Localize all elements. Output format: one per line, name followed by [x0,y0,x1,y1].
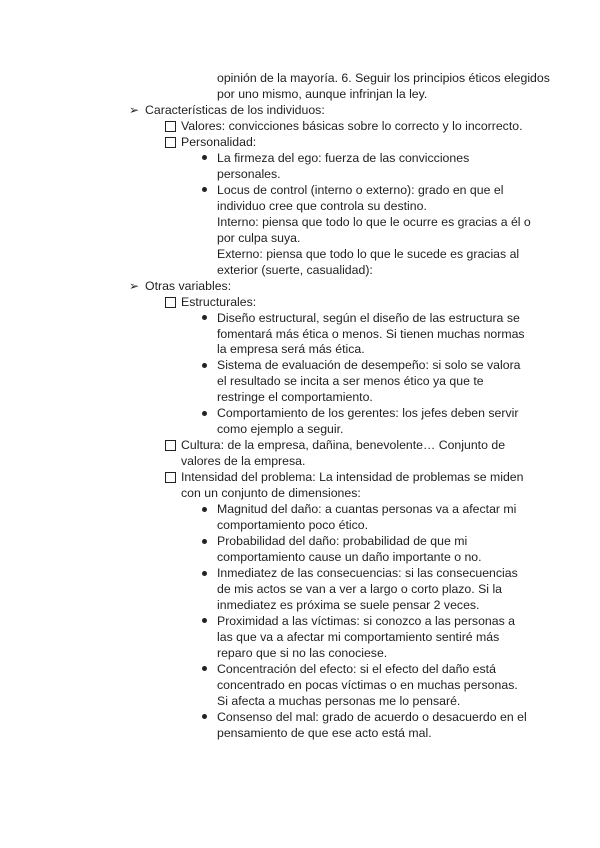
text-line: Sistema de evaluación de desempeño: si solo se valora [217,358,521,373]
text-line: por uno mismo, aunque infrinjan la ley. [217,86,428,101]
text-line: Magnitud del daño: a cuantas personas va a afectar mi [217,502,517,517]
text-line: fomentará más ética o menos. Si tienen muchas normas [217,326,525,341]
text-line: como ejemplo a seguir. [217,422,344,437]
text-line: Cultura: de la empresa, dañina, benevolente… Conjunto de [181,438,506,453]
text-line: por culpa suya. [217,230,301,245]
text-line: pensamiento de que ese acto está mal. [217,725,432,740]
text-line: comportamiento cause un daño importante o no. [217,550,482,565]
text-line: Si afecta a muchas personas me lo pensaré. [217,693,461,708]
text-line: inmediatez es próxima se suele pensar 2 veces. [217,598,480,612]
checkbox-bullet-icon [165,472,176,483]
text-line: Consenso del mal: grado de acuerdo o desacuerdo en el [217,709,527,724]
disc-bullet-icon [202,571,207,576]
text-line: concentrado en pocas víctimas o en muchas personas. [217,677,518,692]
text-line: valores de la empresa. [181,454,306,469]
text-line: Proximidad a las víctimas: si conozco a las personas a [217,613,515,628]
text-line: Interno: piensa que todo lo que le ocurre es gracias a él o [217,214,531,229]
text-line: Estructurales: [181,294,257,309]
text-line: comportamiento poco ético. [217,518,369,533]
text-line: Diseño estructural, según el diseño de las estructura se [217,310,520,325]
text-line: Personalidad: [181,134,257,149]
text-line: las que va a afectar mi comportamiento sentiré más [217,629,500,644]
disc-bullet-icon [202,714,207,719]
disc-bullet-icon [202,618,207,623]
arrow-bullet-icon: ➢ [129,278,140,293]
text-line: Probabilidad del daño: probabilidad de que mi [217,534,468,549]
checkbox-bullet-icon [165,297,176,308]
text-line: personales. [217,166,281,181]
arrow-bullet-icon: ➢ [129,102,140,117]
text-line: el resultado se incita a ser menos ético ya que te [217,374,484,389]
disc-bullet-icon [202,155,207,160]
checkbox-bullet-icon [165,440,176,451]
text-line: Comportamiento de los gerentes: los jefes deben servir [217,406,519,421]
text-line: reparo que si no las conociese. [217,645,388,660]
text-line: Externo: piensa que todo lo que le sucede es gracias al [217,246,520,261]
text-line: Inmediatez de las consecuencias: si las consecuencias [217,566,518,581]
disc-bullet-icon [202,315,207,320]
text-line: individuo cree que controla su destino. [217,198,427,213]
text-line: Locus de control (interno o externo): grado en que el [217,182,504,197]
disc-bullet-icon [202,539,207,544]
text-line: restringe el comportamiento. [217,390,373,405]
text-line: con un conjunto de dimensiones: [181,486,361,501]
text-line: Otras variables: [145,278,232,293]
text-line: Intensidad del problema: La intensidad de problemas se miden [181,470,524,485]
text-line: exterior (suerte, casualidad): [217,262,373,277]
checkbox-bullet-icon [165,121,176,132]
checkbox-bullet-icon [165,137,176,148]
disc-bullet-icon [202,411,207,416]
disc-bullet-icon [202,187,207,192]
text-line: Concentración del efecto: si el efecto del daño está [217,661,496,676]
text-line: Valores: convicciones básicas sobre lo correcto y lo incorrecto. [181,118,523,133]
text-line: Características de los individuos: [145,102,325,117]
disc-bullet-icon [202,507,207,512]
disc-bullet-icon [202,666,207,671]
text-line: la empresa será más ética. [217,342,365,357]
disc-bullet-icon [202,363,207,368]
text-line: opinión de la mayoría. 6. Seguir los principios éticos elegidos [217,71,550,85]
text-line: de mis actos se van a ver a largo o corto plazo. Si la [217,582,503,597]
text-line: La firmeza del ego: fuerza de las convicciones [217,150,470,165]
